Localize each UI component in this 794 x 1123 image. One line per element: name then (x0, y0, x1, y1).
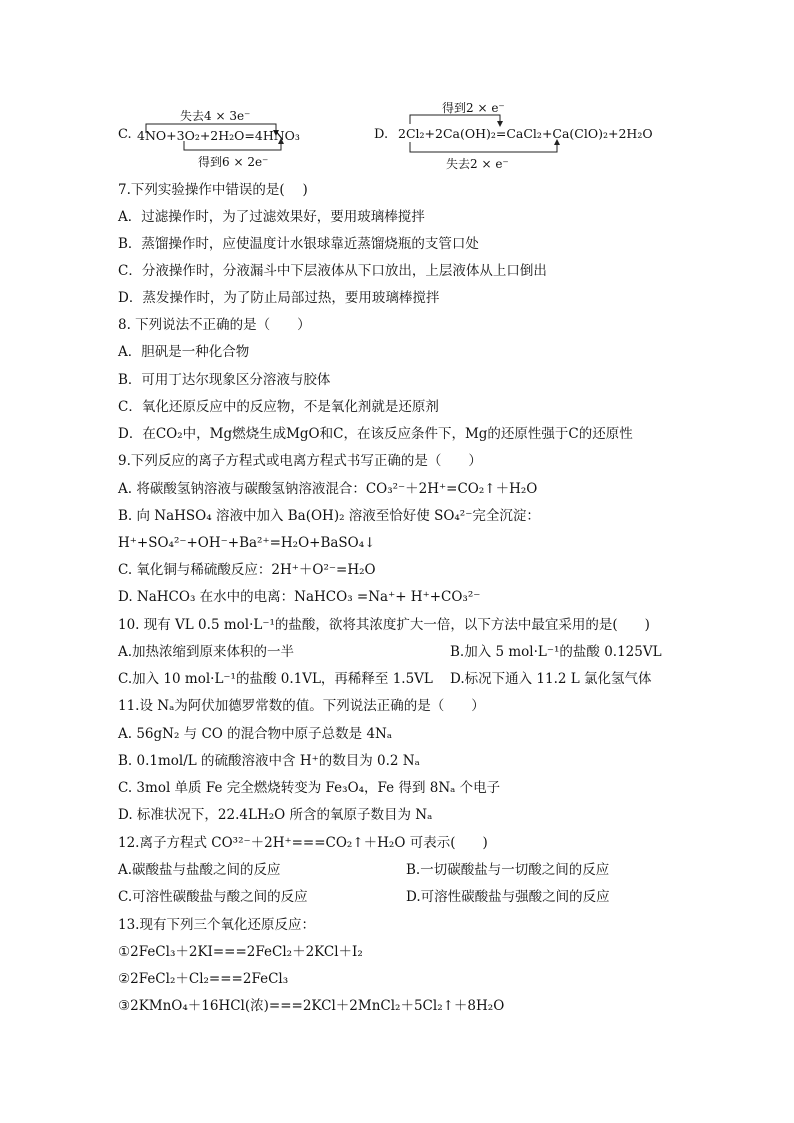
q9-option-d: D. NaHCO₃ 在水中的电离：NaHCO₃ =Na⁺+ H⁺+CO₃²⁻ (118, 589, 481, 605)
q10-option-b: B.加入 5 mol·L⁻¹的盐酸 0.125VL (450, 644, 662, 660)
d-equation: 2Cl₂+2Ca(OH)₂=CaCl₂+Ca(ClO)₂+2H₂O (398, 126, 653, 141)
q9-option-a: A. 将碳酸氢钠溶液与碳酸氢钠溶液混合：CO₃²⁻＋2H⁺=CO₂↑＋H₂O (118, 481, 538, 497)
q12-option-c: C.可溶性碳酸盐与酸之间的反应 (118, 889, 308, 905)
q7-option-c: C．分液操作时，分液漏斗中下层液体从下口放出，上层液体从上口倒出 (118, 263, 547, 279)
q13-item-3: ③2KMnO₄＋16HCl(浓)===2KCl＋2MnCl₂＋5Cl₂↑＋8H₂O (118, 998, 505, 1014)
q11-option-d: D. 标准状况下，22.4LH₂O 所含的氧原子数目为 Nₐ (118, 807, 433, 823)
q7-stem: 7.下列实验操作中错误的是( ) (118, 182, 308, 198)
q8-option-a: A．胆矾是一种化合物 (118, 344, 250, 360)
d-label: D. (374, 127, 389, 142)
q10-option-d: D.标况下通入 11.2 L 氯化氢气体 (450, 671, 652, 687)
q8-option-c: C．氧化还原反应中的反应物，不是氧化剂就是还原剂 (118, 399, 439, 415)
q11-option-b: B. 0.1mol/L 的硫酸溶液中含 H⁺的数目为 0.2 Nₐ (118, 753, 420, 769)
d-top-note: 得到2 × e⁻ (442, 101, 505, 115)
q13-item-2: ②2FeCl₂＋Cl₂===2FeCl₃ (118, 971, 289, 987)
c-top-note: 失去4 × 3e⁻ (180, 109, 251, 123)
q12-stem: 12.离子方程式 CO³²⁻＋2H⁺===CO₂↑＋H₂O 可表示( ) (118, 835, 488, 851)
q11-option-a: A. 56gN₂ 与 CO 的混合物中原子总数是 4Nₐ (118, 726, 393, 742)
c-bottom-note: 得到6 × 2e⁻ (198, 155, 269, 169)
q10-option-c: C.加入 10 mol·L⁻¹的盐酸 0.1VL，再稀释至 1.5VL (118, 671, 433, 687)
q7-option-a: A．过滤操作时，为了过滤效果好，要用玻璃棒搅拌 (118, 209, 425, 225)
q12-option-a: A.碳酸盐与盐酸之间的反应 (118, 862, 281, 878)
q7-option-b: B．蒸馏操作时，应使温度计水银球靠近蒸馏烧瓶的支管口处 (118, 236, 479, 252)
q13-item-1: ①2FeCl₃＋2KI===2FeCl₂＋2KCl＋I₂ (118, 944, 363, 960)
q8-stem: 8. 下列说法不正确的是（ ） (118, 317, 311, 333)
q8-option-d: D．在CO₂中，Mg燃烧生成MgO和C，在该反应条件下，Mg的还原性强于C的还原性 (118, 426, 633, 442)
q13-stem: 13.现有下列三个氧化还原反应： (118, 917, 315, 933)
q9-option-b: B. 向 NaHSO₄ 溶液中加入 Ba(OH)₂ 溶液至恰好使 SO₄²⁻完全沉淀： (118, 508, 540, 524)
c-label: C. (118, 127, 132, 142)
q9-stem: 9.下列反应的离子方程式或电离方程式书写正确的是（ ） (118, 453, 482, 469)
electron-transfer-arrows (0, 0, 794, 180)
q10-stem: 10. 现有 VL 0.5 mol·L⁻¹的盐酸，欲将其浓度扩大一倍，以下方法中最宜采用的是( ) (118, 617, 650, 633)
q11-stem: 11.设 Nₐ为阿伏加德罗常数的值。下列说法正确的是（ ） (118, 698, 485, 714)
c-equation: 4NO+3O₂+2H₂O=4HNO₃ (137, 128, 300, 143)
d-bottom-note: 失去2 × e⁻ (446, 157, 509, 171)
q9-option-c: C. 氧化铜与稀硫酸反应：2H⁺＋O²⁻=H₂O (118, 562, 376, 578)
q12-option-d: D.可溶性碳酸盐与强酸之间的反应 (406, 889, 610, 905)
q8-option-b: B．可用丁达尔现象区分溶液与胶体 (118, 372, 331, 388)
q7-option-d: D．蒸发操作时，为了防止局部过热，要用玻璃棒搅拌 (118, 290, 440, 306)
q10-option-a: A.加热浓缩到原来体积的一半 (118, 644, 295, 660)
q9-option-b-cont: H⁺+SO₄²⁻+OH⁻+Ba²⁺=H₂O+BaSO₄↓ (118, 535, 376, 551)
q11-option-c: C. 3mol 单质 Fe 完全燃烧转变为 Fe₃O₄，Fe 得到 8Nₐ 个电子 (118, 780, 501, 796)
q12-option-b: B.一切碳酸盐与一切酸之间的反应 (406, 862, 610, 878)
